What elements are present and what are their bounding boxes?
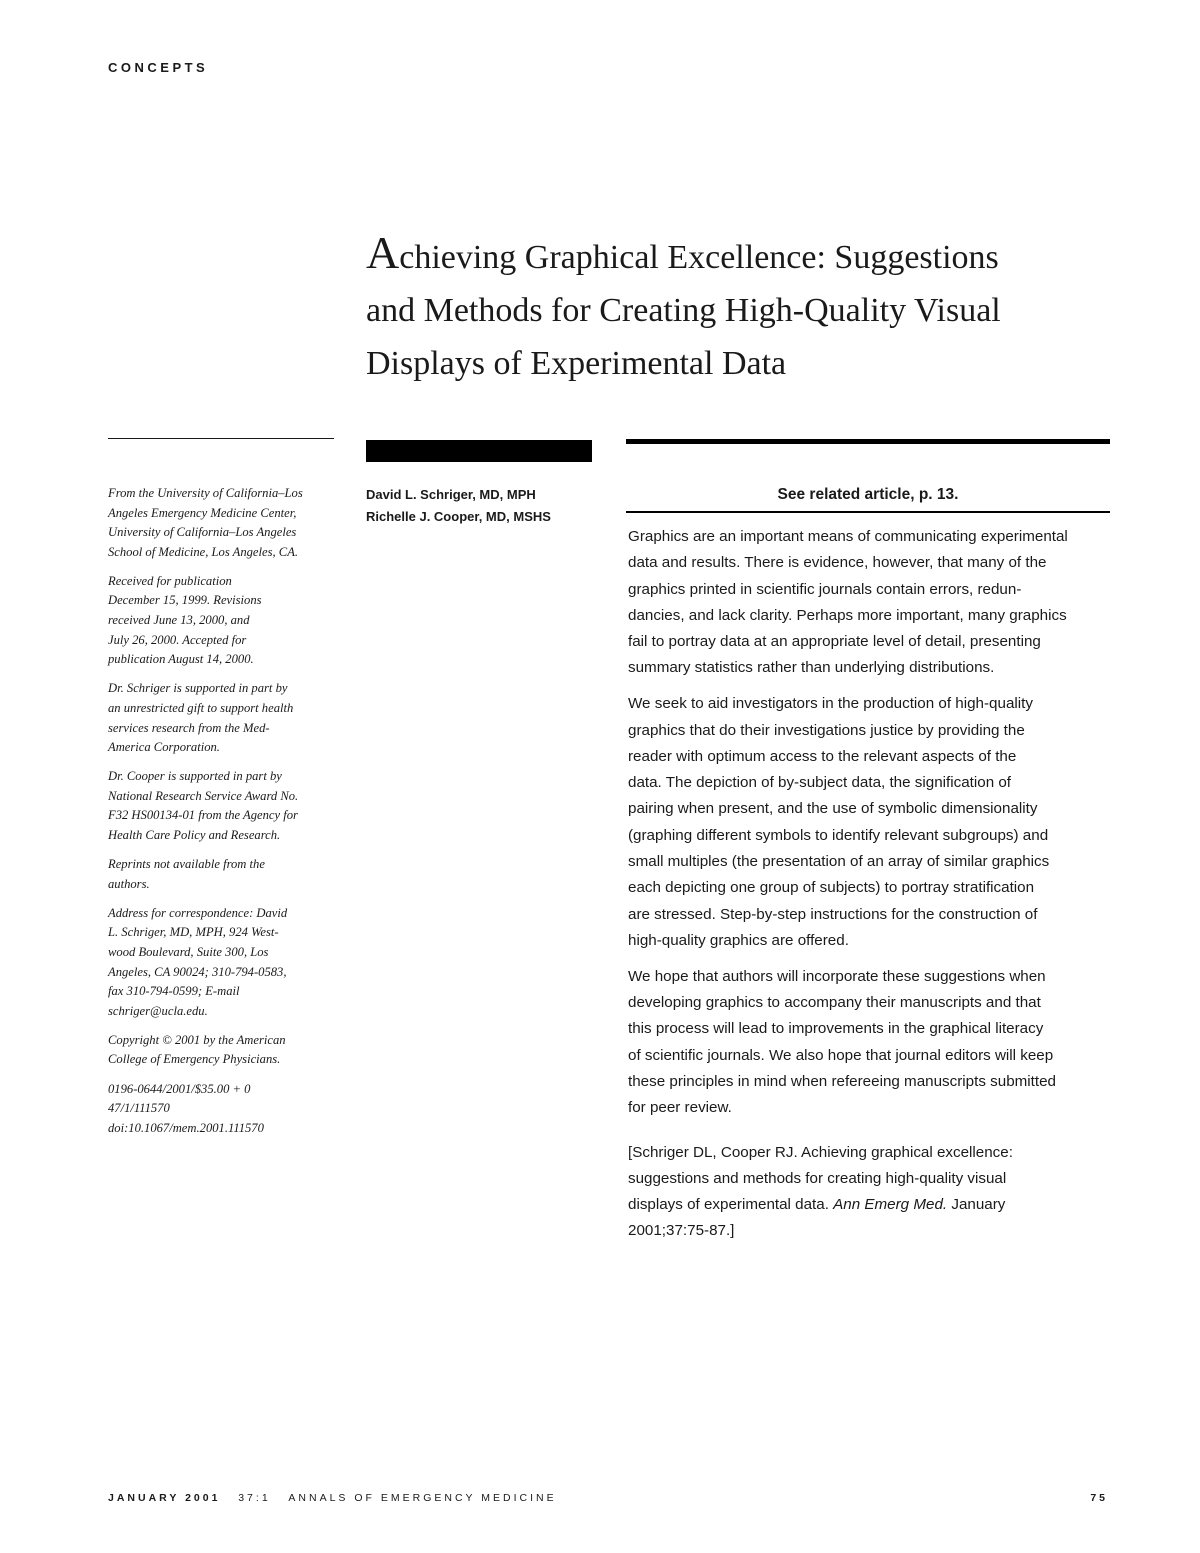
abstract-line: fail to portray data at an appropriate level of detail, presenting [628, 633, 1041, 651]
citation [628, 1140, 1112, 1245]
author-name: David L. Schriger, MD, MPH [366, 487, 536, 502]
sidebar-note-line: College of Emergency Physicians. [108, 1052, 281, 1067]
abstract-paragraph [628, 964, 1112, 1122]
sidebar-note-line: School of Medicine, Los Angeles, CA. [108, 544, 299, 559]
sidebar-note-line: July 26, 2000. Accepted for [108, 632, 247, 647]
sidebar-note-line: Angeles, CA 90024; 310-794-0583, [108, 964, 287, 979]
title-line-1 [366, 226, 1086, 284]
section-label: CONCEPTS [108, 60, 209, 75]
abstract-line: Graphics are an important means of communicating experimental [628, 528, 1068, 545]
left-divider-rule [108, 438, 334, 439]
abstract-line: this process will lead to improvements in the graphical literacy [628, 1020, 1044, 1038]
sidebar-note-line: authors. [108, 876, 150, 891]
sidebar-note-line: December 15, 1999. Revisions [108, 593, 262, 608]
sidebar-note-line: an unrestricted gift to support health [108, 700, 294, 715]
abstract-line: pairing when present, and the use of symbolic dimensionality [628, 800, 1038, 818]
author-list [366, 484, 606, 528]
abstract-line: dancies, and lack clarity. Perhaps more important, many graphics [628, 606, 1067, 624]
abstract-line: of scientific journals. We also hope that journal editors will keep [628, 1046, 1054, 1064]
abstract-line: are stressed. Step-by-step instructions for the construction of [628, 905, 1038, 923]
abstract-paragraphs [628, 524, 1112, 1122]
sidebar-note-line: schriger@ucla.edu. [108, 1003, 208, 1018]
abstract [628, 524, 1112, 1254]
abstract-line: for peer review. [628, 1099, 732, 1117]
sidebar-note-line: fax 310-794-0599; E-mail [108, 984, 240, 999]
abstract-line: graphics that do their investigations justice by providing the [628, 721, 1025, 739]
citation-line [628, 1192, 1112, 1218]
sidebar-note [108, 1031, 344, 1070]
abstract-line: small multiples (the presentation of an array of similar graphics [628, 853, 1050, 871]
sidebar-note-line: F32 HS00134-01 from the Agency for [108, 808, 298, 823]
sidebar-note-line: America Corporation. [108, 740, 220, 755]
running-footer [108, 1492, 557, 1504]
sidebar-note-line: received June 13, 2000, and [108, 613, 250, 628]
journal-name: Ann Emerg Med. [833, 1196, 948, 1214]
article-title [366, 226, 1086, 390]
sidebar-note [108, 767, 344, 845]
title-line-2: and Methods for Creating High-Quality Visual [366, 292, 1001, 329]
sidebar-note [108, 1080, 344, 1139]
page-number: 75 [1090, 1492, 1108, 1504]
sidebar-note-line: Reprints not available from the [108, 857, 265, 872]
sidebar-note-line: services research from the Med- [108, 720, 270, 735]
sidebar-note-line: 0196-0644/2001/$35.00 + 0 [108, 1081, 251, 1096]
sidebar-note-line: Angeles Emergency Medicine Center, [108, 505, 297, 520]
abstract-line: data. The depiction of by-subject data, the signification of [628, 774, 1012, 792]
citation-text: January [947, 1196, 1006, 1214]
abstract-paragraph [628, 524, 1112, 682]
abstract-line: developing graphics to accompany their manuscripts and that [628, 994, 1041, 1012]
citation-line: [Schriger DL, Cooper RJ. Achieving graphical excellence: [628, 1143, 1013, 1161]
sidebar-note [108, 855, 344, 894]
title-line-1-text: chieving Graphical Excellence: Suggestions [399, 239, 999, 276]
sidebar-note-line: Dr. Cooper is supported in part by [108, 769, 282, 784]
sidebar-note-line: Health Care Policy and Research. [108, 828, 281, 842]
related-article-rule [626, 511, 1110, 513]
abstract-line: We hope that authors will incorporate these suggestions when [628, 967, 1046, 985]
sidebar-note-line: Dr. Schriger is supported in part by [108, 681, 288, 696]
sidebar-note [108, 484, 344, 562]
sidebar-note-line: Address for correspondence: David [108, 905, 288, 920]
abstract-line: high-quality graphics are offered. [628, 931, 849, 949]
sidebar-note-line: Received for publication [108, 573, 232, 588]
sidebar-note [108, 679, 344, 757]
footer-issue: 37:1 [238, 1492, 271, 1504]
sidebar-note-line: 47/1/111570 [108, 1101, 170, 1116]
footer-journal: ANNALS OF EMERGENCY MEDICINE [288, 1492, 557, 1504]
sidebar-note-line: L. Schriger, MD, MPH, 924 West- [108, 925, 279, 940]
sidebar-note [108, 572, 344, 670]
abstract-line: We seek to aid investigators in the production of high-quality [628, 695, 1033, 713]
sidebar-note-line: publication August 14, 2000. [108, 652, 254, 667]
citation-text: displays of experimental data. [628, 1196, 834, 1214]
abstract-line: (graphing different symbols to identify relevant subgroups) and [628, 826, 1049, 844]
citation-line: suggestions and methods for creating high-quality visual [628, 1169, 1007, 1187]
abstract-line: each depicting one group of subjects) to portray stratification [628, 879, 1035, 897]
right-divider-rule [626, 439, 1110, 444]
abstract-line: reader with optimum access to the relevant aspects of the [628, 747, 1017, 765]
abstract-paragraph [628, 691, 1112, 954]
sidebar-note-line: wood Boulevard, Suite 300, Los [108, 944, 269, 959]
title-dropcap: A [366, 227, 400, 278]
author-name: Richelle J. Cooper, MD, MSHS [366, 509, 551, 524]
sidebar-note-line: doi:10.1067/mem.2001.111570 [108, 1120, 264, 1135]
related-article-link[interactable]: See related article, p. 13. [777, 486, 959, 503]
abstract-line: data and results. There is evidence, however, that many of the [628, 554, 1047, 572]
sidebar-note-line: University of California–Los Angeles [108, 525, 297, 540]
author-notes-sidebar [108, 484, 344, 1148]
sidebar-note-line: From the University of California–Los [108, 486, 303, 500]
sidebar-note [108, 904, 344, 1022]
middle-black-bar [366, 440, 592, 462]
footer-date: JANUARY 2001 [108, 1492, 221, 1504]
abstract-line: these principles in mind when refereeing manuscripts submitted [628, 1072, 1056, 1090]
abstract-line: graphics printed in scientific journals contain errors, redun- [628, 580, 1022, 598]
abstract-line: summary statistics rather than underlying distributions. [628, 659, 995, 677]
sidebar-note-line: National Research Service Award No. [108, 788, 299, 803]
title-line-3: Displays of Experimental Data [366, 345, 787, 382]
citation-line: 2001;37:75-87.] [628, 1222, 735, 1240]
sidebar-note-line: Copyright © 2001 by the American [108, 1032, 286, 1047]
